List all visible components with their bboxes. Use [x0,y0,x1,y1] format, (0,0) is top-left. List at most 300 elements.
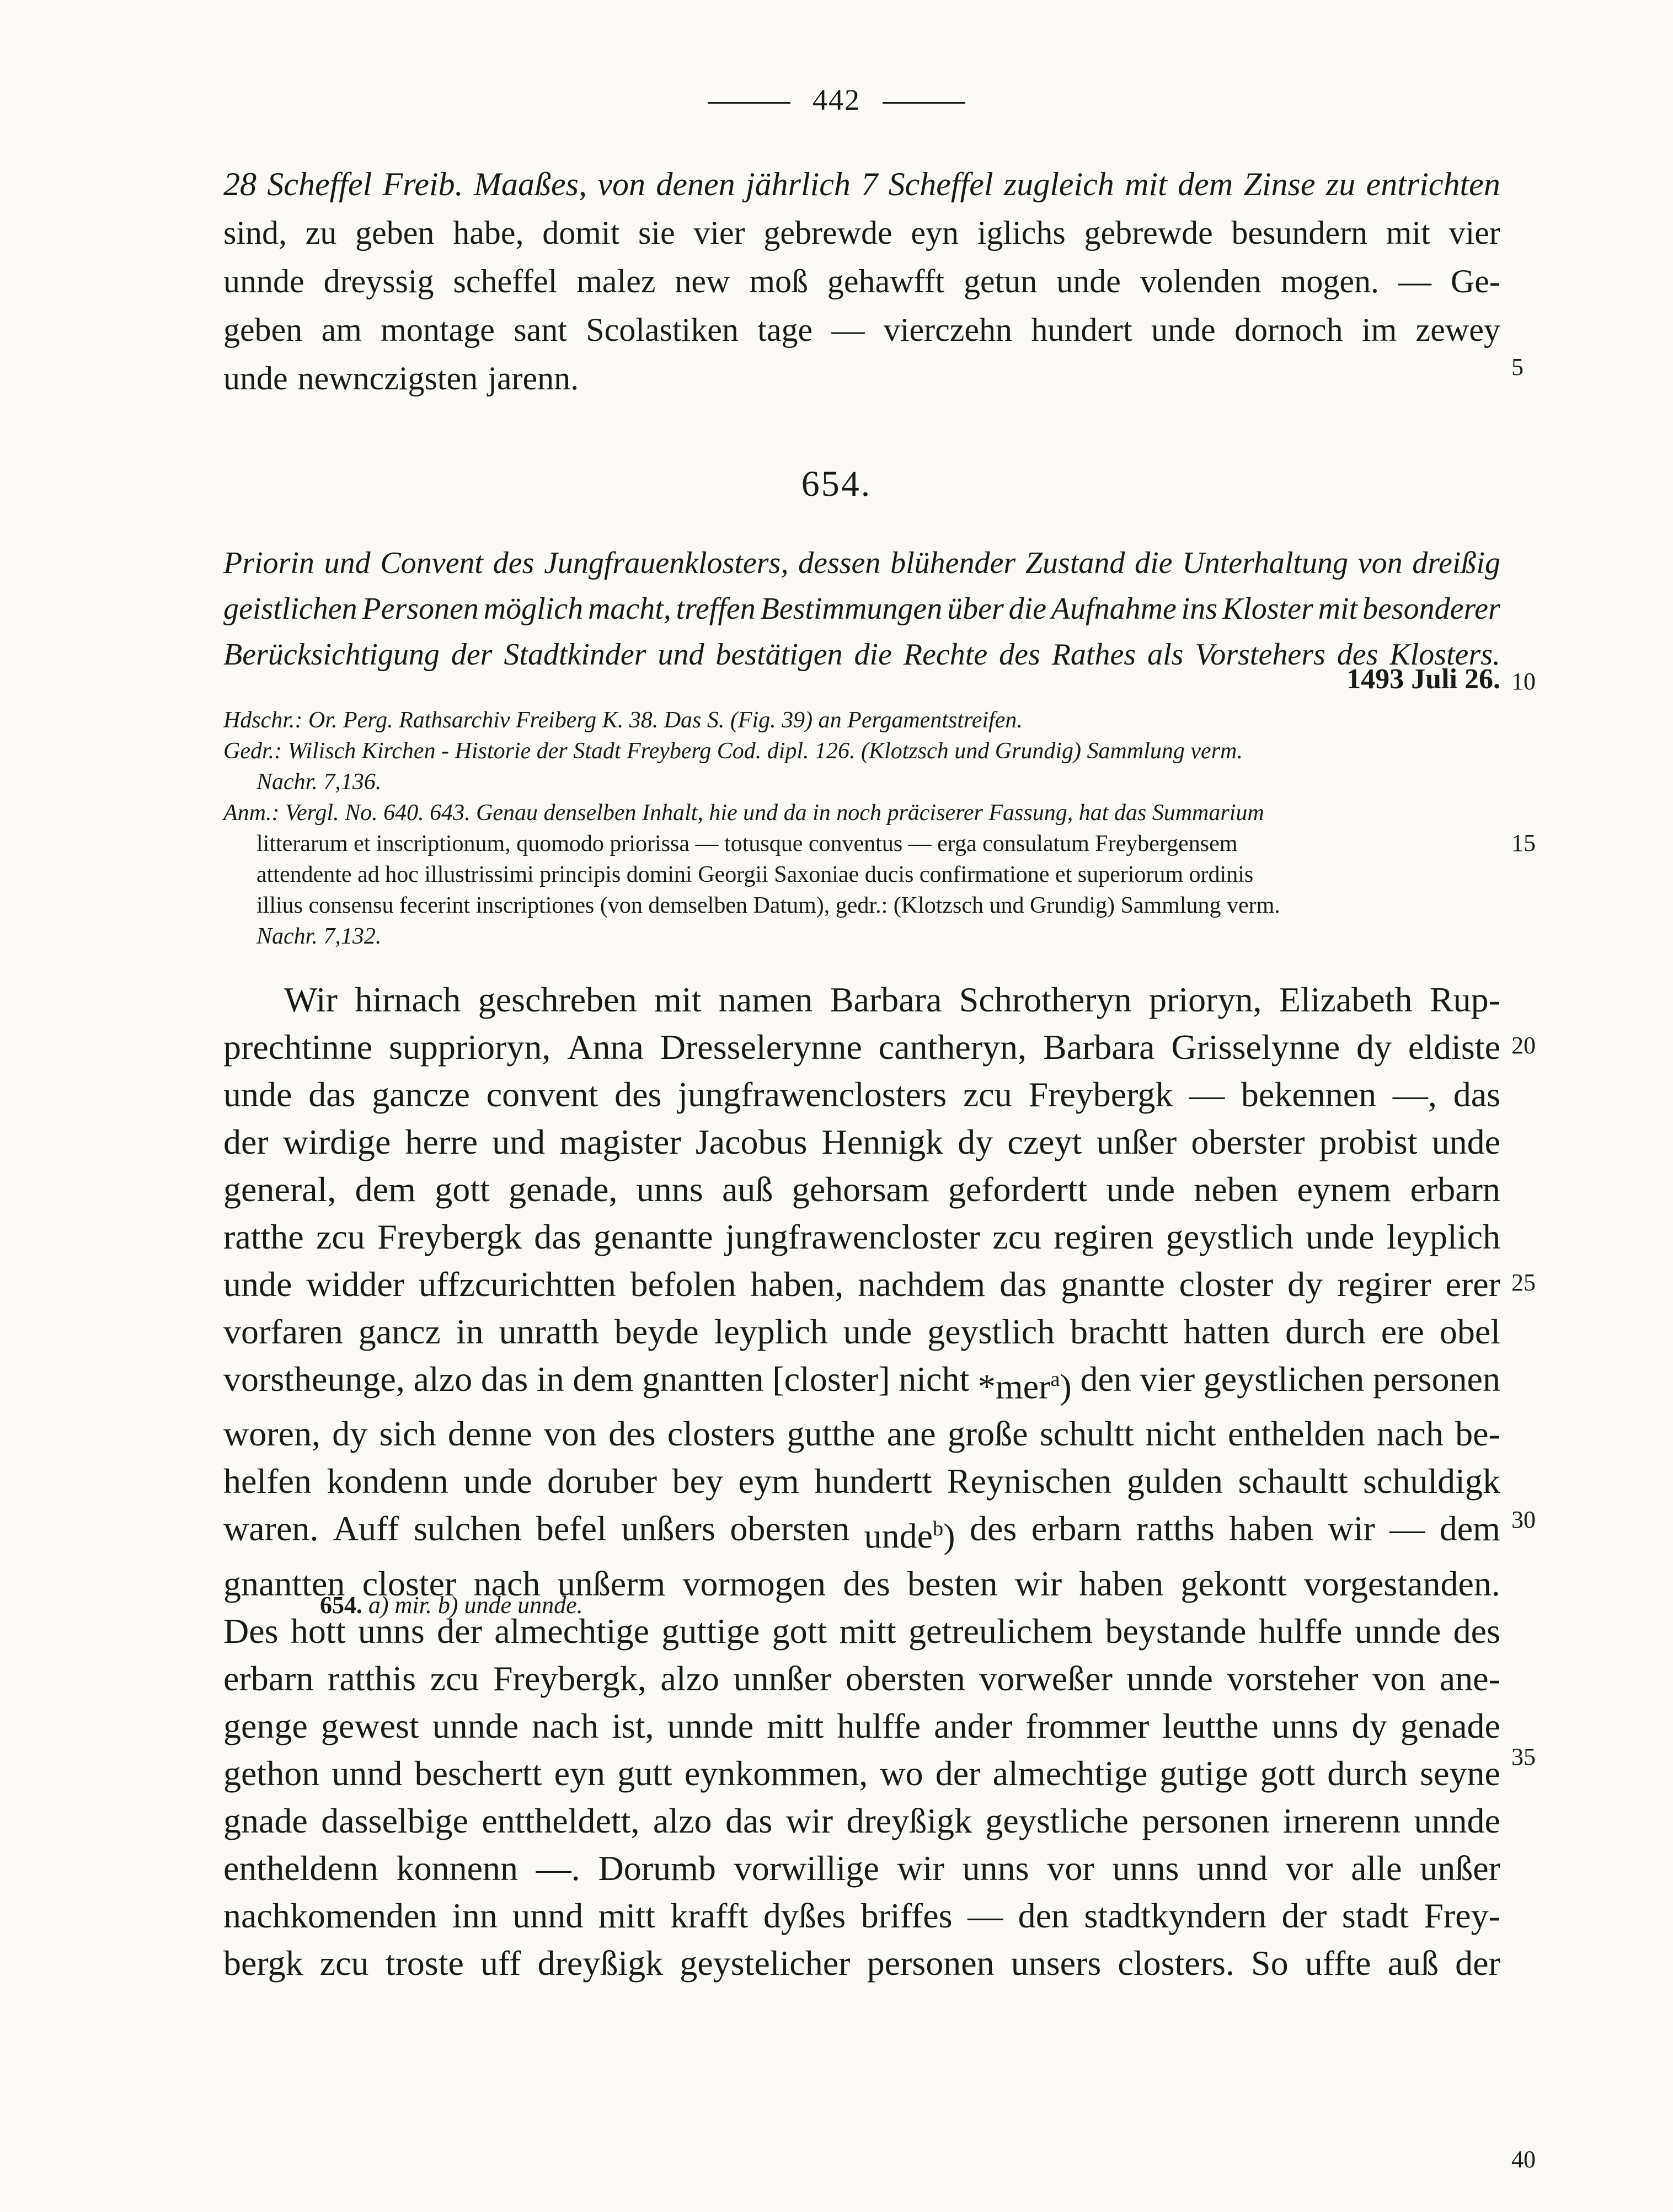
word: und [658,638,704,672]
word: ratths [1136,1509,1215,1549]
word: hundertt [814,1461,932,1501]
word: unnde [432,1706,519,1745]
body-line [223,1213,1500,1261]
word: dy [958,1122,993,1161]
word: zcu [963,1075,1012,1114]
word: leutthe [1162,1706,1259,1745]
word: probist [1319,1122,1418,1161]
word: obersten [730,1509,850,1549]
word: ander [934,1706,1013,1745]
line-number: 5 [1511,354,1524,381]
word: habe, [453,215,524,251]
word: hirnach [355,980,461,1019]
word: enttheldett, [482,1801,640,1840]
word: vier [693,215,745,251]
word: gutt [617,1753,672,1793]
word: durch [1327,1753,1408,1793]
word: namen [718,980,813,1019]
word: sie [638,215,675,251]
word: — [831,312,865,348]
word: wir [1014,1563,1062,1603]
word: des [493,546,534,580]
word: Scheffel [267,166,372,202]
word: dem [573,1359,634,1399]
word: closter [1179,1265,1274,1304]
word: gebrewde [1084,215,1213,251]
word: unsers [1011,1943,1102,1983]
word: genade [1400,1706,1500,1745]
word: befolen [630,1265,736,1304]
word: nachkomenden [223,1895,437,1935]
word: personen [1142,1801,1270,1840]
word: am [321,312,362,348]
word: almechtige [494,1611,650,1651]
word: die [854,638,892,672]
word: unde [223,1075,292,1114]
word: troste [385,1943,464,1983]
word: stadtkyndern [1084,1895,1267,1935]
word: mitt [598,1895,655,1935]
word: alzo [660,1658,719,1698]
word: konnenn [396,1848,518,1888]
word: herre [405,1122,478,1161]
word: und [492,1122,546,1161]
word: geystelicher [680,1943,851,1983]
word: Unterhaltung [1182,546,1348,580]
word: enthelden [1227,1414,1365,1454]
word: ist, [612,1706,654,1745]
word: unns [636,1170,703,1209]
word: erbarn [223,1658,314,1698]
word: Freib. [382,166,463,202]
document-number: 654. [801,464,872,504]
word: als [1147,638,1184,672]
apparatus-hdschr: Hdschr.: Or. Perg. Rathsarchiv Freiberg K. 38. Das S. (Fig. 39) an Pergamentstreifen. [223,708,1023,733]
word: be- [1455,1414,1500,1454]
word: almechtige [992,1753,1148,1793]
apparatus-anm: Anm.: Vergl. No. 640. 643. Genau denselben Inhalt, hie und da in noch präciserer Fassung, hat das Summarium [223,800,1264,826]
word: Rechte [903,638,988,672]
word: alle [1351,1848,1402,1888]
body-line [223,1750,1500,1797]
word: mogen. [1280,263,1380,299]
word: vorsteher [1227,1658,1359,1698]
word: unßers [621,1509,715,1549]
word: eynem [1297,1170,1392,1209]
body-line [223,1845,1500,1892]
word: brachtt [1070,1312,1168,1351]
word: gott [1260,1753,1316,1793]
word: geystlichen [1203,1359,1365,1399]
word: des [614,1075,662,1114]
word: unde [1306,1217,1375,1256]
word: auß [1387,1943,1439,1983]
word: Rup- [1429,980,1500,1019]
word: —, [1392,1075,1437,1114]
word: Jungfrauenklosters, [544,546,789,580]
word: des [999,638,1040,672]
word: widder [306,1265,405,1304]
word: sich [379,1414,436,1454]
word: Dorumb [598,1848,716,1888]
word: unde [1106,1170,1175,1209]
word: gancze [372,1075,470,1114]
footnote-label: 654. [320,1592,362,1619]
word: im [1361,312,1397,348]
word: geben [223,312,303,348]
word: gebrewde [763,215,892,251]
word: unde [1431,1122,1500,1161]
word: des [1453,1611,1500,1651]
word: Freybergk, [493,1658,646,1698]
word: beystande [1105,1611,1247,1651]
word: gewest [320,1706,419,1745]
word: das [308,1075,356,1114]
word: besundern [1231,215,1368,251]
word: erbarn [1031,1509,1122,1549]
word: *mer$^a$) [977,1367,1072,1406]
word: mit [1386,215,1430,251]
line-number: 30 [1511,1506,1536,1533]
word: Kloster [1222,592,1313,626]
word: [closter] [772,1359,890,1399]
word: mit [1125,166,1167,202]
footnote-text: a) mir. b) unde unnde. [368,1592,583,1619]
word: wirdige [282,1122,391,1161]
word: sant [514,312,567,348]
word: Zustand [1025,546,1125,580]
word: unde [1151,312,1216,348]
text-line [223,160,1500,208]
word: befel [536,1509,607,1549]
word: Bestimmungen [760,592,943,626]
word: personen [1372,1359,1500,1399]
word: newnczigsten [297,360,478,397]
word: mitt [839,1611,896,1651]
word: regiren [1054,1217,1154,1256]
text-line [223,306,1500,354]
word: sulchen [413,1509,522,1549]
word: gehawfft [827,263,945,299]
word: treffen [676,592,756,626]
word: Stadtkinder [504,638,646,672]
word: genantte [593,1217,713,1256]
word: dy [1351,1706,1387,1745]
rule-left [708,102,790,104]
word: bey [672,1461,723,1501]
body-line [223,1655,1500,1702]
word: entrichten [1366,166,1500,202]
word: dem [1178,166,1233,202]
word: czeyt [1007,1122,1082,1161]
word: uff [480,1943,521,1983]
word: eyn [911,215,959,251]
word: Personen [362,592,479,626]
word: Des [223,1611,279,1651]
word: leyplich [714,1312,828,1351]
word: Wir [284,980,338,1019]
body-line [223,1892,1500,1940]
word: mit [654,980,702,1019]
word: gutige [1159,1753,1248,1793]
apparatus-anm-cont: litterarum et inscriptionum, quomodo priorissa — totusque conventus — erga consulatum Freybergensem [256,831,1238,856]
word: krafft [670,1895,749,1935]
body-line [223,1702,1500,1750]
word: helfen [223,1461,312,1501]
word: gott [435,1170,490,1209]
word: supprioryn, [389,1027,551,1067]
summary-line [223,586,1500,632]
apparatus-anm-cont: Nachr. 7,132. [256,924,382,949]
word: zcu [316,1217,365,1256]
word: dy [1356,1027,1392,1067]
word: dreißig [1412,546,1500,580]
word: vormogen [682,1563,826,1603]
word: erer [1445,1265,1500,1304]
word: unde [223,360,288,397]
word: dy [1287,1265,1323,1304]
word: den [1080,1359,1131,1399]
word: Priorin [223,546,314,580]
word: von [543,1414,597,1454]
word: zugleich [1003,166,1114,202]
word: dyßes [763,1895,846,1935]
word: zcu [430,1658,479,1698]
word: general, [223,1170,336,1209]
word: Jacobus [695,1122,808,1161]
word: nicht [1145,1414,1216,1454]
word: unns [357,1611,425,1651]
body-line [223,1118,1500,1166]
word: geystliche [985,1801,1129,1840]
critical-apparatus [223,705,1500,952]
word: tage [757,312,813,348]
word: gnantte [1061,1265,1165,1304]
word: Convent [380,546,483,580]
word: geschreben [478,980,637,1019]
word: So [1251,1943,1289,1983]
word: Klosters. [1389,638,1500,672]
word: unnde [1354,1611,1441,1651]
word: der [223,1122,269,1161]
word: dornoch [1234,312,1343,348]
body-line [223,1797,1500,1845]
document-date: 1493 Juli 26. [1346,663,1500,695]
word: hatten [1183,1312,1270,1351]
word: schultt [1039,1414,1134,1454]
word: iglichs [977,215,1066,251]
word: gehorsam [792,1170,929,1209]
apparatus-gedr: Gedr.: Wilisch Kirchen - Historie der Stadt Freyberg Cod. dipl. 126. (Klotzsch und Grundig) Sammlung verm. [223,738,1243,764]
word: wir [897,1848,944,1888]
word: vorweßer [979,1658,1113,1698]
word: prechtinne [223,1027,373,1067]
word: ane [886,1414,936,1454]
word: vorfaren [223,1312,343,1351]
word: über [947,592,1004,626]
word: besonderer [1362,592,1500,626]
word: vier [1140,1359,1195,1399]
word: prioryn, [1149,980,1262,1019]
word: malez [576,263,656,299]
word: dreyssig [323,263,434,299]
word: blühender [890,546,1016,580]
word: getreulichem [908,1611,1093,1651]
word: regirer [1337,1265,1431,1304]
word: in [536,1359,564,1399]
word: jungfrawencloster [725,1217,980,1256]
word: dreyßigk [537,1943,664,1983]
word: möglich [483,592,584,626]
word: unnd [512,1895,584,1935]
word: beyde [614,1312,699,1351]
word: ere [1381,1312,1424,1351]
word: schuldigk [1363,1461,1500,1501]
body-line [223,1458,1500,1505]
word: haben, [750,1265,844,1304]
word: gekontt [1180,1563,1287,1603]
word: alzo [653,1801,712,1840]
word: haben [1229,1509,1314,1549]
word: nachdem [858,1265,986,1304]
previous-document-tail [223,160,1500,403]
word: eyn [554,1753,606,1793]
word: das [725,1801,773,1840]
word: große [947,1414,1028,1454]
word: alzo [413,1359,473,1399]
body-line [223,1940,1500,1987]
word: obersten [845,1658,965,1698]
word: ratthis [328,1658,416,1698]
word: oberster [1191,1122,1305,1161]
document-body [223,976,1500,1987]
word: unßer [1420,1848,1500,1888]
word: Reynischen [947,1461,1112,1501]
word: nicht [899,1359,970,1399]
word: zu [1325,166,1356,202]
word: Freybergk [1028,1075,1173,1114]
word: bergk [223,1943,303,1983]
word: gulden [1126,1461,1223,1501]
word: unnde [1414,1801,1500,1840]
word: closters. [1118,1943,1234,1983]
word: mit [1318,592,1358,626]
word: kondenn [327,1461,448,1501]
apparatus-anm-cont: illius consensu fecerint inscriptiones (von demselben Datum), gedr.: (Klotzsch und Grundig) Sammlung verm. [256,893,1280,918]
word: unde [463,1461,532,1501]
word: dessen [798,546,881,580]
word: Rathes [1051,638,1136,672]
word: zcu [319,1943,369,1983]
body-line [223,1356,1500,1410]
word: der [1455,1943,1500,1983]
word: unde [843,1312,912,1351]
word: woren, [223,1414,320,1454]
word: 7 [861,166,878,202]
word: unnde [223,263,304,299]
word: genade, [509,1170,618,1209]
word: eym [738,1461,799,1501]
word: hulffe [837,1706,921,1745]
word: Zinse [1243,166,1316,202]
body-line [223,1505,1500,1560]
word: Ge- [1450,263,1500,299]
body-line [223,1166,1500,1213]
word: denne [447,1414,532,1454]
word: der [935,1753,981,1793]
body-line [223,1261,1500,1308]
word: Schrotheryn [959,980,1132,1019]
word: sind, [223,215,287,251]
word: dem [1439,1509,1500,1549]
summary-line [223,540,1500,586]
word: neben [1194,1170,1279,1209]
word: durch [1285,1312,1366,1351]
line-number: 25 [1511,1269,1536,1296]
word: eldiste [1408,1027,1500,1067]
word: Frey- [1424,1895,1500,1935]
body-line [223,1024,1500,1071]
word: nach [1377,1414,1444,1454]
word: und [324,546,371,580]
word: vorstheunge, [223,1359,405,1399]
word: — [1398,263,1431,299]
word: des [843,1563,890,1603]
body-line [223,1308,1500,1356]
word: Dresselerynne [660,1027,862,1067]
word: unnd [332,1753,403,1793]
word: Auff [333,1509,399,1549]
word: vorgestanden. [1303,1563,1500,1603]
word: schaultt [1238,1461,1348,1501]
word: 28 [223,166,256,202]
word: geystlich [1166,1217,1293,1256]
word: wir [785,1801,833,1840]
word: Vorstehers [1195,638,1325,672]
text-line [223,257,1500,306]
word: new [675,263,730,299]
rule-right [883,102,965,104]
word: ins [1181,592,1218,626]
word: personen [867,1943,995,1983]
word: briffes [860,1895,953,1935]
word: hott [290,1611,346,1651]
word: unßer [1096,1122,1177,1161]
word: gutthe [787,1414,875,1454]
body-line [223,976,1500,1024]
word: macht, [587,592,671,626]
line-number: 35 [1511,1743,1536,1770]
word: unde$^b$) [864,1516,955,1556]
word: gnantten [642,1359,764,1399]
word: Freybergk [377,1217,522,1256]
word: das [1453,1075,1500,1114]
word: dy [332,1414,368,1454]
word: gott [772,1611,827,1651]
word: unnde [667,1706,754,1745]
word: wo [880,1753,923,1793]
word: Scheffel [888,166,993,202]
word: hulffe [1258,1611,1343,1651]
word: convent [486,1075,598,1114]
word: eynkommen, [684,1753,868,1793]
word: unnßer [733,1658,832,1698]
word: die [1008,592,1046,626]
word: der [437,1611,482,1651]
word: mitt [767,1706,824,1745]
word: hundert [1031,312,1132,348]
word: obel [1439,1312,1500,1351]
